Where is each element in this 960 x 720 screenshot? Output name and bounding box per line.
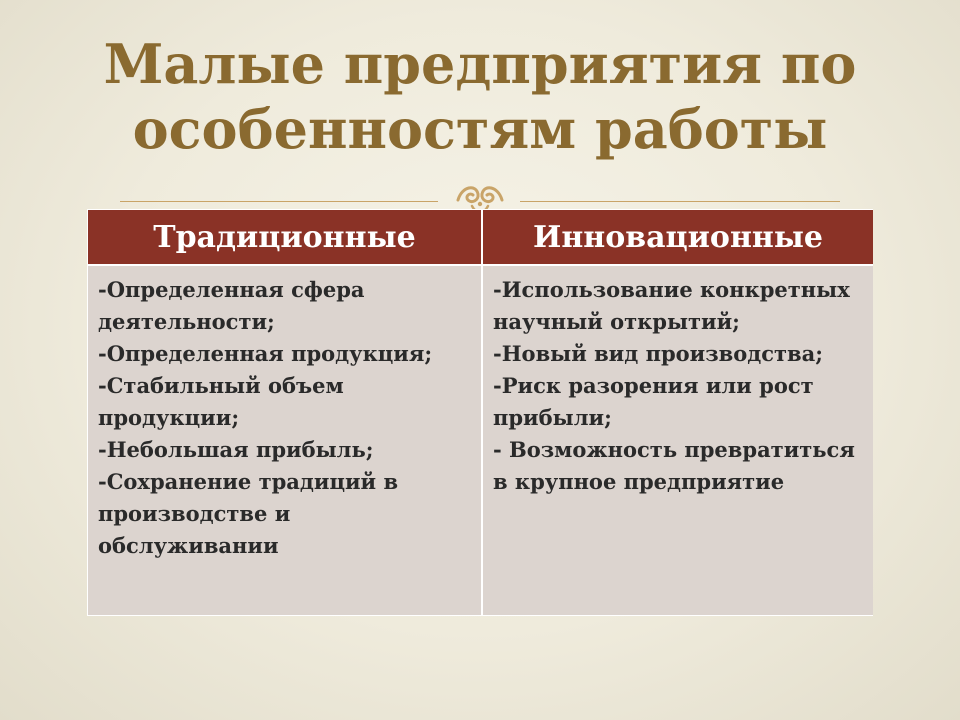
table-header-traditional: Традиционные [88,210,481,264]
list-item: -Небольшая прибыль; [98,437,374,462]
list-item: -Новый вид производства; [493,341,823,366]
comparison-table [87,209,873,616]
slide-title-line-2: особенностям работы [132,96,828,161]
table-cell-innovative [481,264,873,615]
list-item: -Использование конкретных научный открытий; [493,277,850,334]
list-item: -Определенная сфера деятельности; [98,277,365,334]
list-item: -Стабильный объем продукции; [98,373,344,430]
list-item: -Сохранение традиций в производстве и обслуживании [98,469,399,558]
list-item: -Риск разорения или рост прибыли; [493,373,814,430]
slide-title-line-1: Малые предприятия по [103,32,857,96]
traditional-features-list [98,274,471,562]
divider-rule-right [520,201,840,202]
slide-title [40,32,920,162]
innovative-features-list [493,274,863,498]
divider-rule-left [120,201,438,202]
list-item: - Возможность превратиться в крупное предприятие [493,437,855,494]
table-header-innovative: Инновационные [481,210,873,264]
list-item: -Определенная продукция; [98,341,433,366]
table-cell-traditional [88,264,481,615]
